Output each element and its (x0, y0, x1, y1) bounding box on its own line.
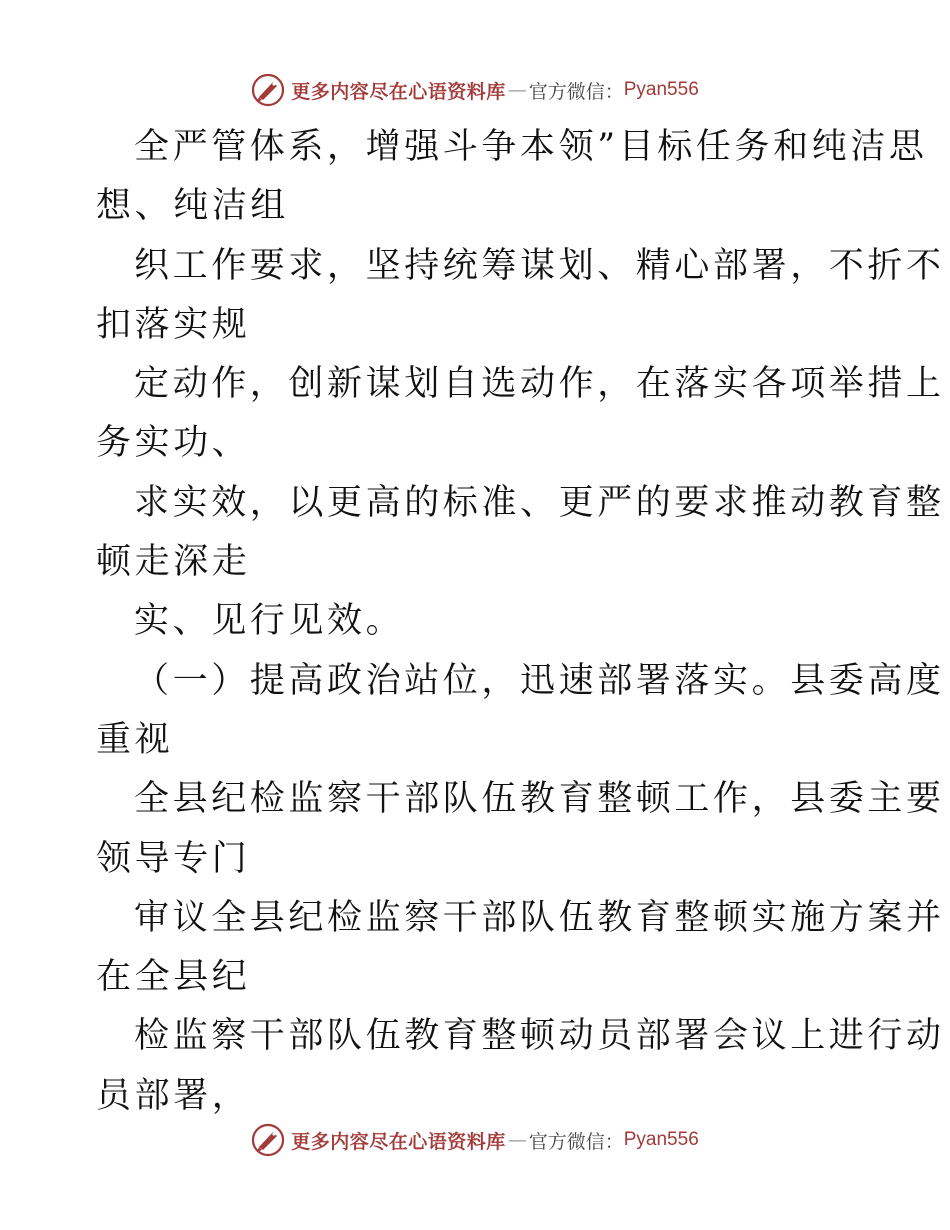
body-line: 全县纪检监察干部队伍教育整顿工作，县委主要 (134, 779, 945, 820)
footer-wechat-id: Pyan556 (623, 1129, 699, 1150)
header-brand-text: 更多内容尽在心语资料库 (291, 80, 506, 103)
header-dash: — (507, 79, 527, 101)
header-wechat-id: Pyan556 (623, 79, 699, 100)
footer-wechat-label: 官方微信： (528, 1130, 624, 1153)
body-line: 务实功、 (96, 423, 251, 464)
body-text (96, 118, 945, 1126)
footer-watermark (0, 1120, 950, 1160)
body-line: 定动作，创新谋划自选动作，在落实各项举措上 (134, 364, 945, 405)
pen-nib-circle-icon (251, 73, 285, 107)
body-line: 审议全县纪检监察干部队伍教育整顿实施方案并 (134, 897, 945, 938)
section-heading-line: （一）提高政治站位，迅速部署落实。县委高度 (134, 660, 945, 701)
body-line: 在全县纪 (96, 957, 251, 998)
body-line: 扣落实规 (96, 304, 251, 345)
footer-dash: — (507, 1129, 527, 1151)
body-line: 织工作要求，坚持统筹谋划、精心部署，不折不 (134, 245, 945, 286)
body-line: 员部署， (96, 1075, 251, 1116)
pen-nib-circle-icon (251, 1123, 285, 1157)
header-wechat-label: 官方微信： (528, 80, 624, 103)
body-line: 实、见行见效。 (134, 601, 405, 642)
footer-brand-text: 更多内容尽在心语资料库 (291, 1130, 506, 1153)
body-line: 领导专门 (96, 838, 251, 879)
body-line: 求实效，以更高的标准、更严的要求推动教育整 (134, 482, 945, 523)
header-watermark (0, 70, 950, 110)
body-line: 重视 (96, 719, 174, 760)
body-line: 检监察干部队伍教育整顿动员部署会议上进行动 (134, 1016, 945, 1057)
body-line: 想、纯洁组 (96, 186, 290, 227)
body-line: 顿走深走 (96, 542, 251, 583)
body-line: 全严管体系，增强斗争本领”目标任务和纯洁思 (134, 127, 928, 167)
